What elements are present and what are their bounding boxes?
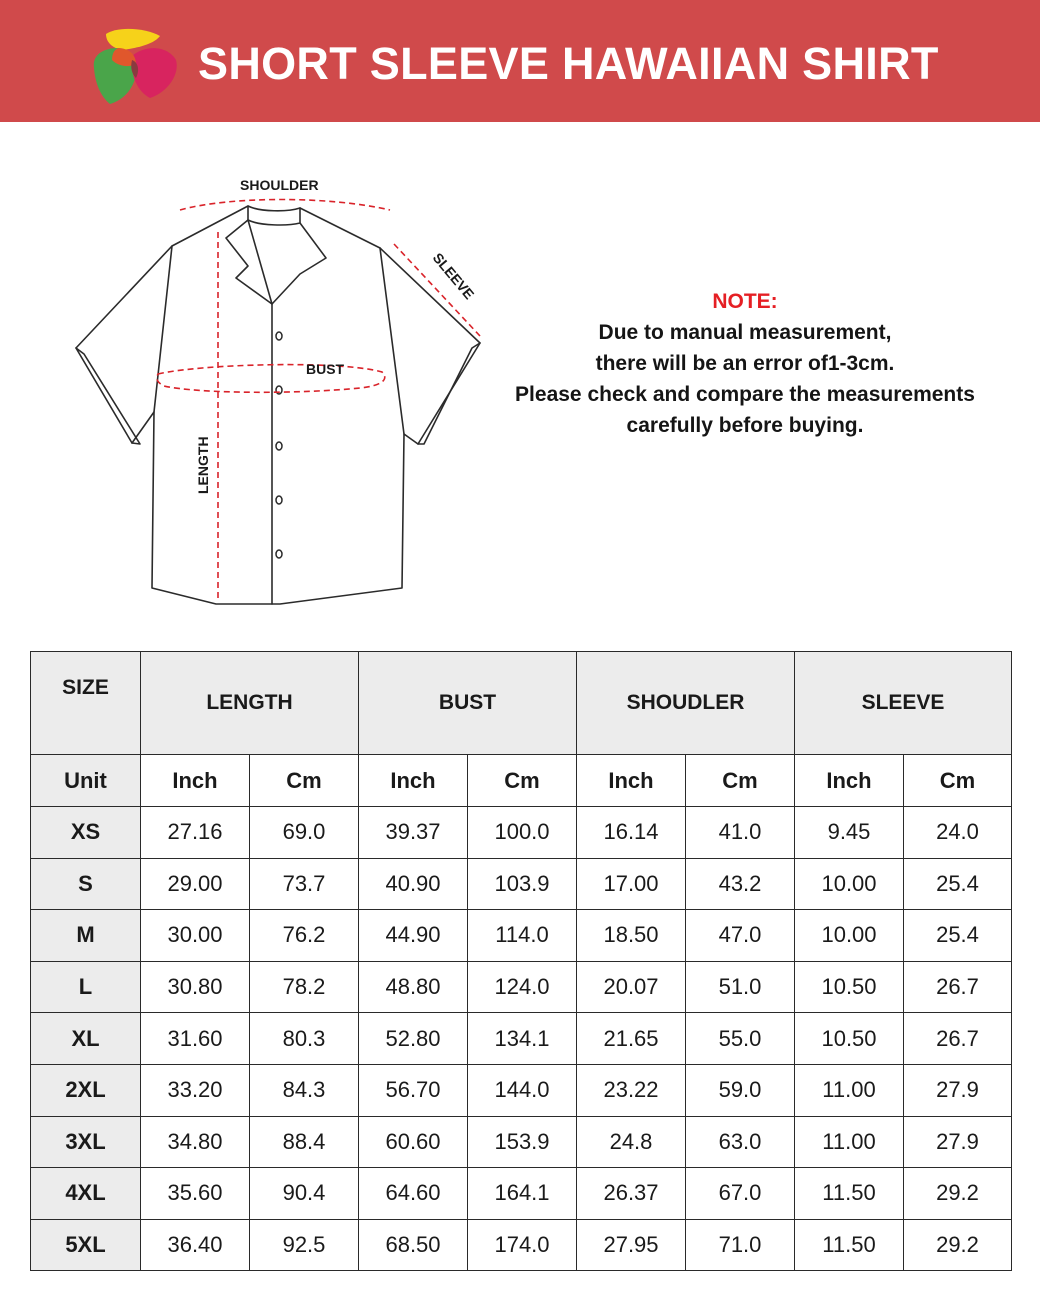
measurement-cell: 36.40 <box>141 1219 250 1271</box>
page-title: SHORT SLEEVE HAWAIIAN SHIRT <box>198 38 939 89</box>
measurement-cell: 30.80 <box>141 961 250 1013</box>
sleeve-label: SLEEVE <box>429 249 478 303</box>
measurement-cell: 21.65 <box>577 1013 686 1065</box>
measurement-cell: 11.00 <box>795 1116 904 1168</box>
size-cell: 3XL <box>31 1116 141 1168</box>
measurement-cell: 39.37 <box>359 807 468 859</box>
measurement-cell: 92.5 <box>250 1219 359 1271</box>
unit-cell: Inch <box>141 755 250 807</box>
measurement-cell: 41.0 <box>686 807 795 859</box>
shoulder-header: SHOUDLER <box>577 652 795 755</box>
measurement-cell: 16.14 <box>577 807 686 859</box>
measurement-cell: 27.9 <box>904 1116 1012 1168</box>
measurement-cell: 24.8 <box>577 1116 686 1168</box>
size-chart-table <box>30 651 1012 1271</box>
size-cell: S <box>31 858 141 910</box>
table-row <box>31 1219 1012 1271</box>
measurement-cell: 124.0 <box>468 961 577 1013</box>
measurement-cell: 23.22 <box>577 1064 686 1116</box>
shoulder-measure-line <box>180 200 390 211</box>
measurement-cell: 31.60 <box>141 1013 250 1065</box>
unit-cell: Cm <box>904 755 1012 807</box>
measurement-cell: 26.37 <box>577 1168 686 1220</box>
measurement-cell: 29.2 <box>904 1168 1012 1220</box>
size-cell: XL <box>31 1013 141 1065</box>
note-line: Please check and compare the measurements <box>515 383 975 406</box>
measurement-cell: 10.00 <box>795 858 904 910</box>
table-row <box>31 807 1012 859</box>
bust-measure-line <box>157 365 385 393</box>
measurement-cell: 52.80 <box>359 1013 468 1065</box>
size-cell: XS <box>31 807 141 859</box>
unit-cell: Inch <box>577 755 686 807</box>
page-header <box>0 0 1040 122</box>
size-cell: M <box>31 910 141 962</box>
measurement-cell: 34.80 <box>141 1116 250 1168</box>
note-line: there will be an error of1-3cm. <box>595 352 895 375</box>
measurement-cell: 114.0 <box>468 910 577 962</box>
measurement-cell: 67.0 <box>686 1168 795 1220</box>
bust-label: BUST <box>306 361 345 377</box>
measurement-cell: 18.50 <box>577 910 686 962</box>
measurement-cell: 68.50 <box>359 1219 468 1271</box>
measurement-cell: 48.80 <box>359 961 468 1013</box>
measurement-cell: 60.60 <box>359 1116 468 1168</box>
unit-cell: Cm <box>250 755 359 807</box>
measurement-cell: 134.1 <box>468 1013 577 1065</box>
measurement-cell: 11.00 <box>795 1064 904 1116</box>
measurement-cell: 84.3 <box>250 1064 359 1116</box>
measurement-cell: 73.7 <box>250 858 359 910</box>
measurement-cell: 153.9 <box>468 1116 577 1168</box>
measurement-cell: 27.95 <box>577 1219 686 1271</box>
measurement-cell: 56.70 <box>359 1064 468 1116</box>
table-row <box>31 910 1012 962</box>
tri-color-leaf-logo-icon <box>88 26 180 106</box>
unit-cell: Cm <box>686 755 795 807</box>
table-row <box>31 858 1012 910</box>
measurement-cell: 55.0 <box>686 1013 795 1065</box>
measurement-cell: 69.0 <box>250 807 359 859</box>
measurement-note <box>490 286 1000 441</box>
measurement-cell: 64.60 <box>359 1168 468 1220</box>
measurement-cell: 27.9 <box>904 1064 1012 1116</box>
measurement-cell: 26.7 <box>904 1013 1012 1065</box>
bust-header: BUST <box>359 652 577 755</box>
measurement-cell: 78.2 <box>250 961 359 1013</box>
measurement-cell: 10.50 <box>795 1013 904 1065</box>
unit-cell: Cm <box>468 755 577 807</box>
measurement-cell: 25.4 <box>904 858 1012 910</box>
measurement-cell: 29.2 <box>904 1219 1012 1271</box>
table-row <box>31 1116 1012 1168</box>
measurement-cell: 10.00 <box>795 910 904 962</box>
measurement-cell: 30.00 <box>141 910 250 962</box>
measurement-cell: 17.00 <box>577 858 686 910</box>
table-row <box>31 961 1012 1013</box>
measurement-cell: 63.0 <box>686 1116 795 1168</box>
size-header: SIZE <box>31 652 141 755</box>
measurement-cell: 100.0 <box>468 807 577 859</box>
shirt-outline <box>76 206 480 604</box>
measurement-cell: 33.20 <box>141 1064 250 1116</box>
measurement-cell: 80.3 <box>250 1013 359 1065</box>
measurement-cell: 25.4 <box>904 910 1012 962</box>
measurement-cell: 29.00 <box>141 858 250 910</box>
measurement-cell: 59.0 <box>686 1064 795 1116</box>
measurement-cell: 40.90 <box>359 858 468 910</box>
table-row <box>31 1013 1012 1065</box>
measurement-cell: 71.0 <box>686 1219 795 1271</box>
measurement-cell: 164.1 <box>468 1168 577 1220</box>
measurement-cell: 76.2 <box>250 910 359 962</box>
length-header: LENGTH <box>141 652 359 755</box>
note-line: Due to manual measurement, <box>598 321 892 344</box>
size-cell: 5XL <box>31 1219 141 1271</box>
measurement-cell: 10.50 <box>795 961 904 1013</box>
measurement-cell: 11.50 <box>795 1168 904 1220</box>
unit-cell: Inch <box>359 755 468 807</box>
note-line: carefully before buying. <box>626 414 864 437</box>
unit-row <box>31 755 1012 807</box>
measurement-cell: 88.4 <box>250 1116 359 1168</box>
note-title: NOTE: <box>712 290 778 313</box>
measurement-cell: 43.2 <box>686 858 795 910</box>
table-row <box>31 1168 1012 1220</box>
measurement-cell: 51.0 <box>686 961 795 1013</box>
shirt-measurement-diagram <box>60 168 500 618</box>
shoulder-label: SHOULDER <box>240 177 319 193</box>
measurement-cell: 11.50 <box>795 1219 904 1271</box>
measurement-cell: 35.60 <box>141 1168 250 1220</box>
size-cell: 2XL <box>31 1064 141 1116</box>
shirt-buttons <box>276 332 282 558</box>
measurement-cell: 144.0 <box>468 1064 577 1116</box>
measurement-cell: 24.0 <box>904 807 1012 859</box>
size-cell: L <box>31 961 141 1013</box>
sleeve-header: SLEEVE <box>795 652 1012 755</box>
measurement-cell: 47.0 <box>686 910 795 962</box>
unit-cell: Inch <box>795 755 904 807</box>
measurement-cell: 174.0 <box>468 1219 577 1271</box>
measurement-cell: 27.16 <box>141 807 250 859</box>
measurement-cell: 20.07 <box>577 961 686 1013</box>
measurement-cell: 44.90 <box>359 910 468 962</box>
group-header-row <box>31 652 1012 755</box>
measurement-cell: 26.7 <box>904 961 1012 1013</box>
table-row <box>31 1064 1012 1116</box>
size-cell: 4XL <box>31 1168 141 1220</box>
unit-label: Unit <box>31 755 141 807</box>
length-label: LENGTH <box>195 436 211 494</box>
measurement-cell: 90.4 <box>250 1168 359 1220</box>
measurement-cell: 103.9 <box>468 858 577 910</box>
measurement-cell: 9.45 <box>795 807 904 859</box>
